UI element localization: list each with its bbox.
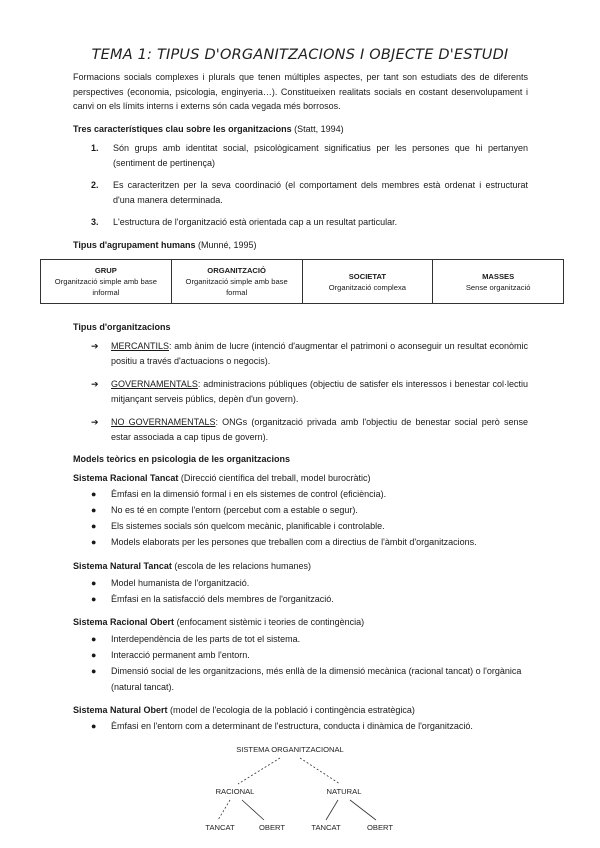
- bullet-icon: ●: [91, 505, 97, 515]
- page-title: TEMA 1: TIPUS D'ORGANITZACIONS I OBJECTE D'ESTUDI: [91, 47, 509, 63]
- bullet-icon: ●: [91, 537, 97, 547]
- cell-heading: GRUP: [94, 266, 117, 275]
- list-item: [91, 339, 528, 368]
- list-item: [91, 487, 528, 503]
- arrow-icon: ➔: [91, 417, 99, 427]
- type-text: : amb ànim de lucre (intenció d'augmentar el patrimoni o aconseguir un resultat econòmic positiu a través d'actuacions o negocis).: [111, 341, 528, 366]
- diagram-edge: [218, 800, 230, 820]
- section-heading-grouping: [73, 240, 257, 250]
- model-name: Sistema Natural Obert: [73, 705, 168, 715]
- diagram-leaf-label: TANCAT: [205, 823, 235, 832]
- grouping-table: [40, 259, 564, 304]
- item-text: Dimensió social de les organitzacions, més enllà de la dimensió mecànica (racional tancat) o l'orgànica (natural tancat).: [111, 666, 522, 692]
- item-text: L'estructura de l'organització està orientada cap a un resultat particular.: [113, 217, 398, 227]
- bullet-icon: ●: [91, 650, 97, 660]
- item-text: Interdependència de les parts de tot el sistema.: [111, 634, 301, 644]
- item-text: Èmfasi en l'entorn com a determinant de l'estructura, conducta i dinàmica de l'organització.: [111, 721, 473, 731]
- cell-text: Organització complexa: [328, 282, 406, 292]
- list-item: [91, 503, 528, 519]
- bullet-icon: ●: [91, 721, 97, 731]
- type-text: : ONGs (organització privada amb l'objectiu de benestar social però sense estar associada a cap tipus de govern).: [111, 417, 528, 442]
- list-item: [91, 664, 528, 695]
- item-text: Es caracteritzen per la seva coordinació (el comportament dels membres està ordenat i estructurat d'una manera determinada.: [113, 180, 528, 205]
- model-desc: (enfocament sistèmic i teories de contingència): [176, 617, 365, 627]
- heading-text: Tipus d'agrupament humans: [73, 240, 196, 250]
- section-heading-characteristics: [73, 124, 344, 134]
- diagram-edge: [238, 758, 280, 784]
- item-text: Són grups amb identitat social, psicològicament significatius per les persones que hi pertanyen (sentiment de pertinença): [113, 143, 528, 168]
- bullet-icon: ●: [91, 578, 97, 588]
- item-text: Els sistemes socials són quelcom mecànic, planificable i controlable.: [111, 521, 385, 531]
- bullet-icon: ●: [91, 521, 97, 531]
- list-item: [91, 377, 528, 406]
- bullet-icon: ●: [91, 634, 97, 644]
- diagram-edge: [350, 800, 376, 820]
- model-heading: [73, 473, 370, 483]
- table-cell: [41, 260, 172, 304]
- model-heading: [73, 705, 415, 715]
- cell-text: Organització simple amb base informal: [54, 277, 157, 297]
- organizational-system-diagram: [180, 738, 440, 838]
- list-item: [91, 535, 528, 551]
- diagram-leaf-label: TANCAT: [311, 823, 341, 832]
- model-name: Sistema Racional Tancat: [73, 473, 179, 483]
- model-desc: (model de l'ecologia de la població i contingència estratègica): [170, 705, 415, 715]
- model-name: Sistema Racional Obert: [73, 617, 175, 627]
- section-heading-types: Tipus d'organitzacions: [73, 322, 171, 332]
- list-item: [91, 178, 528, 207]
- type-text: : administracions públiques (objectiu de satisfer els interessos i benestar col·lectiu mitjançant serveis públics, depèn d'un govern).: [111, 379, 528, 404]
- item-number: 1.: [91, 143, 99, 153]
- heading-ref: (Munné, 1995): [198, 240, 257, 250]
- bullet-icon: ●: [91, 489, 97, 499]
- cell-heading: SOCIETAT: [348, 271, 386, 281]
- list-item: [91, 576, 528, 592]
- table-cell: [171, 260, 302, 304]
- item-text: Èmfasi en la satisfacció dels membres de l'organització.: [111, 594, 334, 604]
- table-cell: [433, 260, 564, 304]
- model-desc: (escola de les relacions humanes): [174, 561, 311, 571]
- list-item: [91, 141, 528, 170]
- cell-heading: MASSES: [482, 271, 515, 281]
- table-cell: [302, 260, 433, 304]
- section-heading-models: Models teòrics en psicologia de les organitzacions: [73, 454, 291, 464]
- arrow-icon: ➔: [91, 379, 99, 389]
- cell-heading: ORGANITZACIÓ: [207, 266, 266, 275]
- model-heading: [73, 617, 364, 627]
- diagram-edge: [326, 800, 338, 820]
- cell-text: Organització simple amb base formal: [185, 277, 288, 297]
- diagram-edge: [300, 758, 340, 784]
- cell-text: Sense organització: [465, 282, 531, 292]
- model-heading: [73, 561, 311, 571]
- bullet-icon: ●: [91, 594, 97, 604]
- heading-ref: (Statt, 1994): [294, 124, 344, 134]
- arrow-icon: ➔: [91, 341, 99, 351]
- intro-paragraph: Formacions socials complexes i plurals que tenen múltiples aspectes, per tant son estudiats des de diferents perspectives (economia, psicologia, enginyeria…). Constitueixen realitats socials en costant desenvolupament i canvi on els límits interns i externs són cada vegada més borrosos.: [73, 72, 528, 111]
- diagram-left-label: RACIONAL: [215, 787, 255, 796]
- diagram-leaf-label: OBERT: [366, 823, 394, 832]
- diagram-root-label: SISTEMA ORGANITZACIONAL: [236, 745, 344, 754]
- item-number: 3.: [91, 217, 99, 227]
- diagram-edge: [242, 800, 264, 820]
- item-number: 2.: [91, 180, 99, 190]
- model-desc: (Direcció científica del treball, model burocràtic): [180, 473, 371, 483]
- item-text: Model humanista de l'organització.: [111, 578, 250, 588]
- item-text: Èmfasi en la dimensió formal i en els sistemes de control (eficiència).: [111, 489, 387, 499]
- item-text: Interacció permanent amb l'entorn.: [111, 650, 250, 660]
- heading-text: Tres característiques clau sobre les organitzacions: [73, 124, 292, 134]
- item-text: Models elaborats per les persones que treballen com a directius de l'àmbit d'organitzacions.: [111, 537, 477, 547]
- type-name: GOVERNAMENTALS: [111, 379, 198, 389]
- type-name: MERCANTILS: [111, 341, 170, 351]
- list-item: [91, 719, 528, 735]
- bullet-icon: ●: [91, 666, 97, 676]
- list-item: [91, 519, 528, 535]
- item-text: No es té en compte l'entorn (percebut com a estable o segur).: [111, 505, 358, 515]
- diagram-leaf-label: OBERT: [258, 823, 286, 832]
- list-item: [91, 592, 528, 608]
- list-item: [91, 215, 528, 230]
- list-item: [91, 415, 528, 444]
- type-name: NO GOVERNAMENTALS: [111, 417, 216, 427]
- list-item: [91, 648, 528, 664]
- diagram-right-label: NATURAL: [326, 787, 362, 796]
- model-name: Sistema Natural Tancat: [73, 561, 172, 571]
- list-item: [91, 632, 528, 648]
